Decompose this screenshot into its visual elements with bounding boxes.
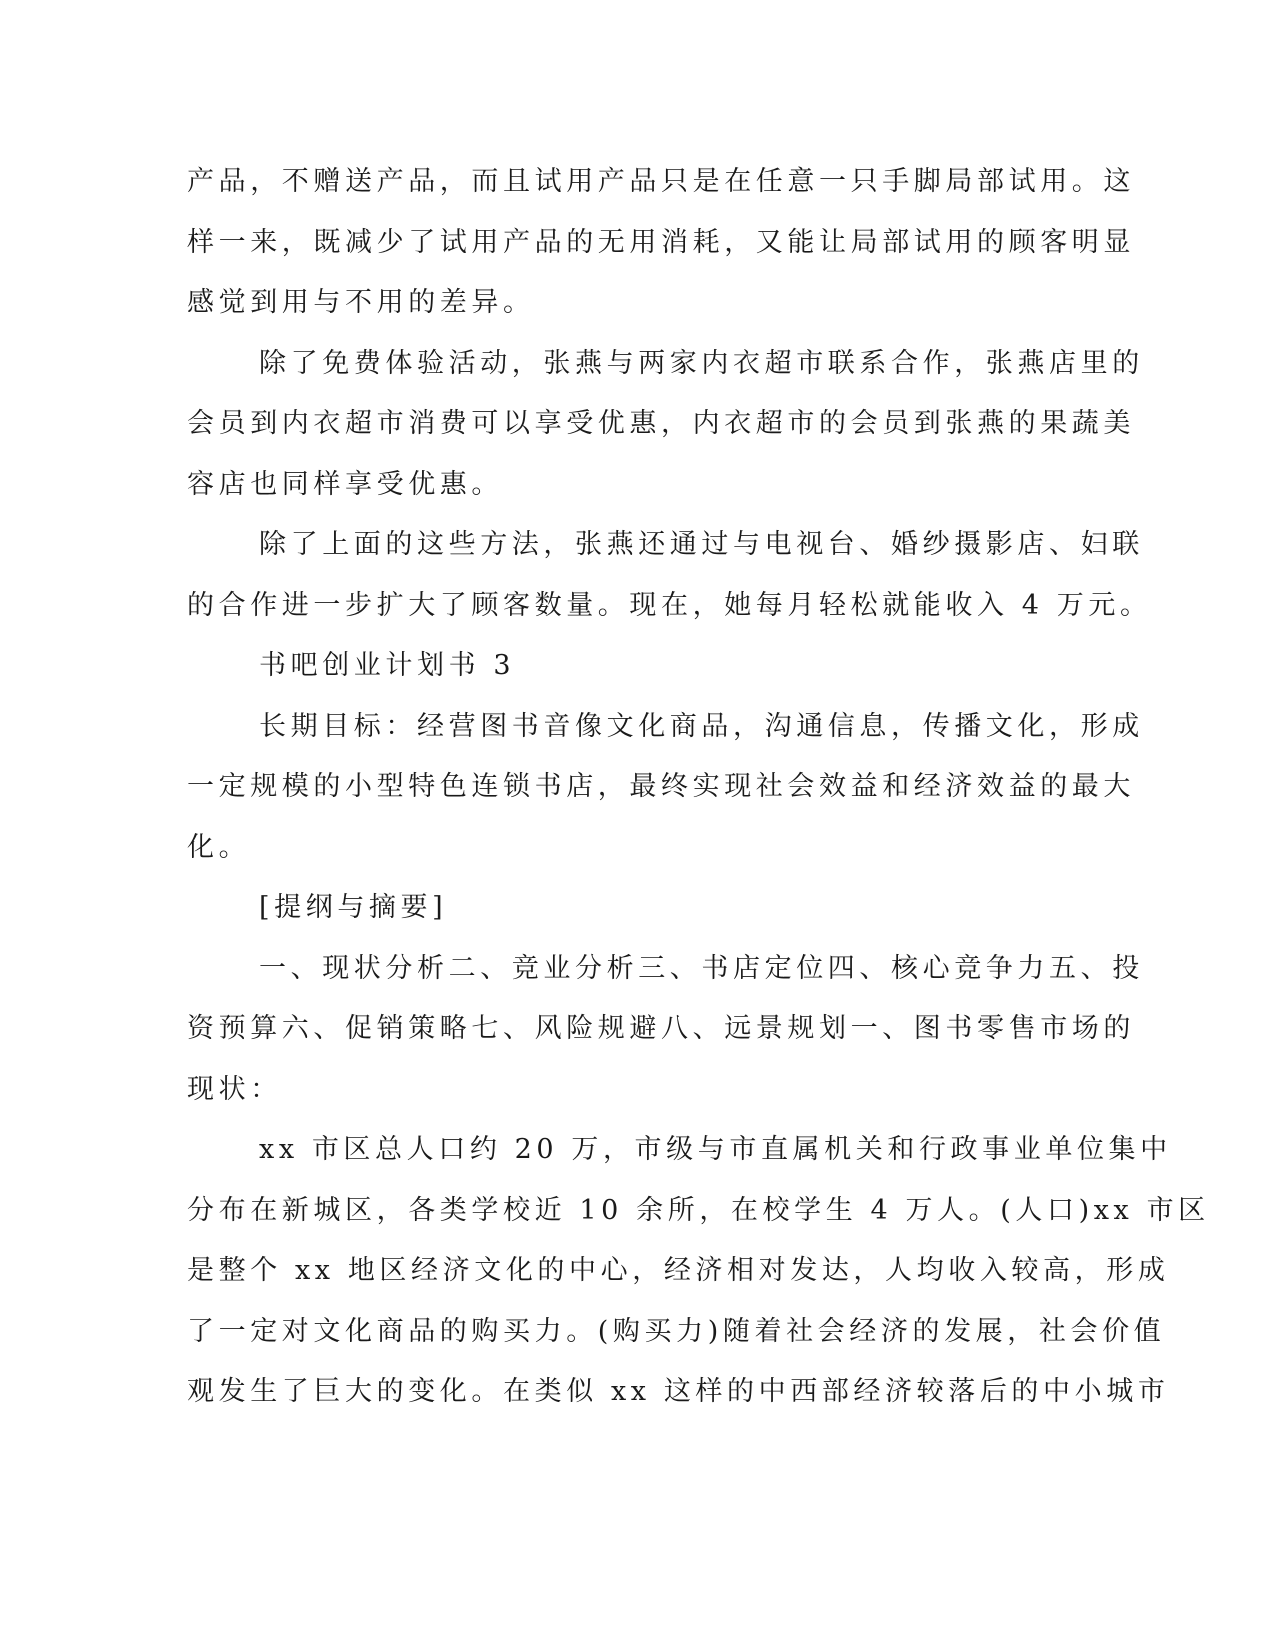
text-line: 的合作进一步扩大了顾客数量。现在，她每月轻松就能收入 4 万元。 xyxy=(187,589,1152,621)
text-line: 资预算六、促销策略七、风险规避八、远景规划一、图书零售市场的 xyxy=(187,1013,1135,1044)
text-line: xx 市区总人口约 20 万，市级与市直属机关和行政事业单位集中 xyxy=(259,1134,1172,1165)
paragraph-long-term-goal xyxy=(187,697,1144,879)
section-title: 书吧创业计划书 3 xyxy=(259,650,516,681)
text-line: 现状： xyxy=(187,1073,282,1105)
text-line: 观发生了巨大的变化。在类似 xx 这样的中西部经济较落后的中小城市 xyxy=(187,1376,1170,1407)
section-heading xyxy=(187,636,1067,697)
text-line: 一、现状分析二、竞业分析三、书店定位四、核心竞争力五、投 xyxy=(259,952,1144,984)
text-line: 是整个 xx 地区经济文化的中心，经济相对发达，人均收入较高，形成 xyxy=(187,1255,1170,1286)
text-line: 容店也同样享受优惠。 xyxy=(187,468,503,500)
text-line: 产品，不赠送产品，而且试用产品只是在任意一只手脚局部试用。这 xyxy=(187,166,1135,197)
text-line: 感觉到用与不用的差异。 xyxy=(187,287,535,318)
outline-title: [提纲与摘要] xyxy=(259,892,448,923)
paragraph-cooperation xyxy=(187,334,1144,516)
outline-heading xyxy=(187,878,1067,939)
paragraph-market-status xyxy=(187,1120,1210,1423)
text-line: 长期目标：经营图书音像文化商品，沟通信息，传播文化，形成 xyxy=(259,710,1144,742)
document-body xyxy=(187,152,1210,1423)
text-line: 分布在新城区，各类学校近 10 余所，在校学生 4 万人。(人口)xx 市区 xyxy=(187,1194,1210,1226)
text-line: 一定规模的小型特色连锁书店，最终实现社会效益和经济效益的最大 xyxy=(187,771,1135,802)
paragraph-expansion xyxy=(187,515,1152,636)
text-line: 化。 xyxy=(187,831,251,863)
text-line: 除了免费体验活动，张燕与两家内衣超市联系合作，张燕店里的 xyxy=(259,347,1144,379)
text-line: 会员到内衣超市消费可以享受优惠，内衣超市的会员到张燕的果蔬美 xyxy=(187,408,1135,439)
paragraph-outline xyxy=(187,939,1144,1121)
text-line: 除了上面的这些方法，张燕还通过与电视台、婚纱摄影店、妇联 xyxy=(259,529,1144,560)
paragraph-trial-products xyxy=(187,152,1135,334)
text-line: 样一来，既减少了试用产品的无用消耗，又能让局部试用的顾客明显 xyxy=(187,226,1135,258)
text-line: 了一定对文化商品的购买力。(购买力)随着社会经济的发展，社会价值 xyxy=(187,1315,1166,1347)
